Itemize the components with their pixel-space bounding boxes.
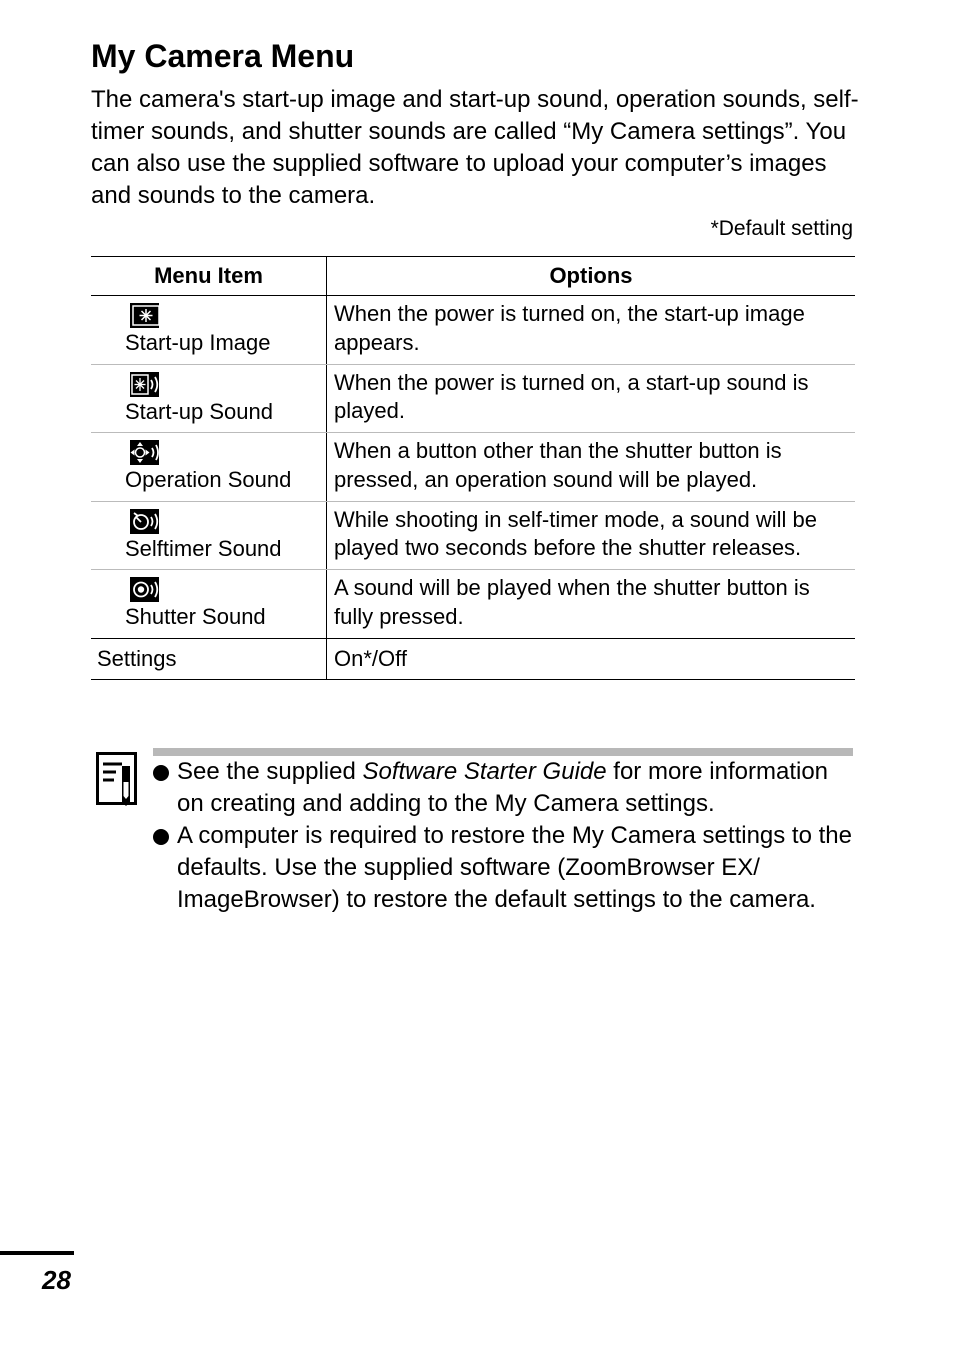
note-text: A computer is required to restore the My Camera settings to the defaults. Use the supplied software (ZoomBrowser EX/ ImageBrowser) to restore the default settings to the camera. bbox=[177, 822, 852, 913]
option-description: A sound will be played when the shutter button is fully pressed. bbox=[327, 570, 856, 639]
header-menu-item: Menu Item bbox=[91, 257, 327, 296]
settings-value: On*/Off bbox=[327, 638, 856, 680]
table-header-row bbox=[91, 257, 855, 296]
settings-row bbox=[91, 638, 855, 680]
bullet-icon bbox=[153, 765, 169, 781]
shutter-sound-icon bbox=[125, 576, 159, 602]
notes-list bbox=[153, 756, 858, 916]
menu-item-label: Operation Sound bbox=[125, 467, 292, 492]
startup-image-icon bbox=[125, 302, 159, 328]
table-row bbox=[91, 364, 855, 433]
intro-paragraph: The camera's start-up image and start-up sound, operation sounds, self-timer sounds, and shutter sounds are called “My Camera settings”. You can also use the supplied software to upload your computer’s images and sounds to the camera. bbox=[91, 86, 859, 209]
my-camera-menu-table bbox=[91, 256, 855, 680]
option-description: When a button other than the shutter button is pressed, an operation sound will be played. bbox=[327, 433, 856, 502]
menu-item-label: Selftimer Sound bbox=[125, 535, 282, 561]
page-number: 28 bbox=[42, 1265, 71, 1295]
note-pencil-icon bbox=[96, 752, 140, 808]
list-item bbox=[153, 756, 858, 820]
selftimer-sound-icon bbox=[125, 508, 159, 534]
list-item bbox=[153, 820, 858, 916]
startup-sound-icon bbox=[125, 371, 159, 397]
menu-item-label: Start-up Sound bbox=[125, 398, 273, 424]
settings-label: Settings bbox=[91, 638, 327, 680]
note-text-after: for more information on creating and adding to the My Camera settings. bbox=[177, 758, 829, 817]
option-description: While shooting in self-timer mode, a sound will be played two seconds before the shutter releases. bbox=[327, 501, 856, 570]
option-description: When the power is turned on, the start-up image appears. bbox=[327, 296, 856, 365]
note-text-before: See the supplied bbox=[177, 758, 363, 785]
header-options: Options bbox=[327, 257, 856, 296]
bullet-icon bbox=[153, 829, 169, 845]
note-divider bbox=[153, 748, 853, 756]
guide-title: Software Starter Guide bbox=[362, 758, 607, 785]
table-row bbox=[91, 501, 855, 570]
table-row bbox=[91, 296, 855, 365]
table-row bbox=[91, 570, 855, 639]
menu-item-label: Start-up Image bbox=[125, 330, 271, 355]
table-row bbox=[91, 433, 855, 502]
page-number-rule bbox=[0, 1251, 74, 1255]
operation-sound-icon bbox=[125, 439, 159, 465]
default-setting-note: *Default setting bbox=[710, 217, 853, 240]
option-description: When the power is turned on, a start-up sound is played. bbox=[327, 364, 856, 433]
menu-item-label: Shutter Sound bbox=[125, 604, 266, 629]
page-title: My Camera Menu bbox=[91, 38, 355, 74]
